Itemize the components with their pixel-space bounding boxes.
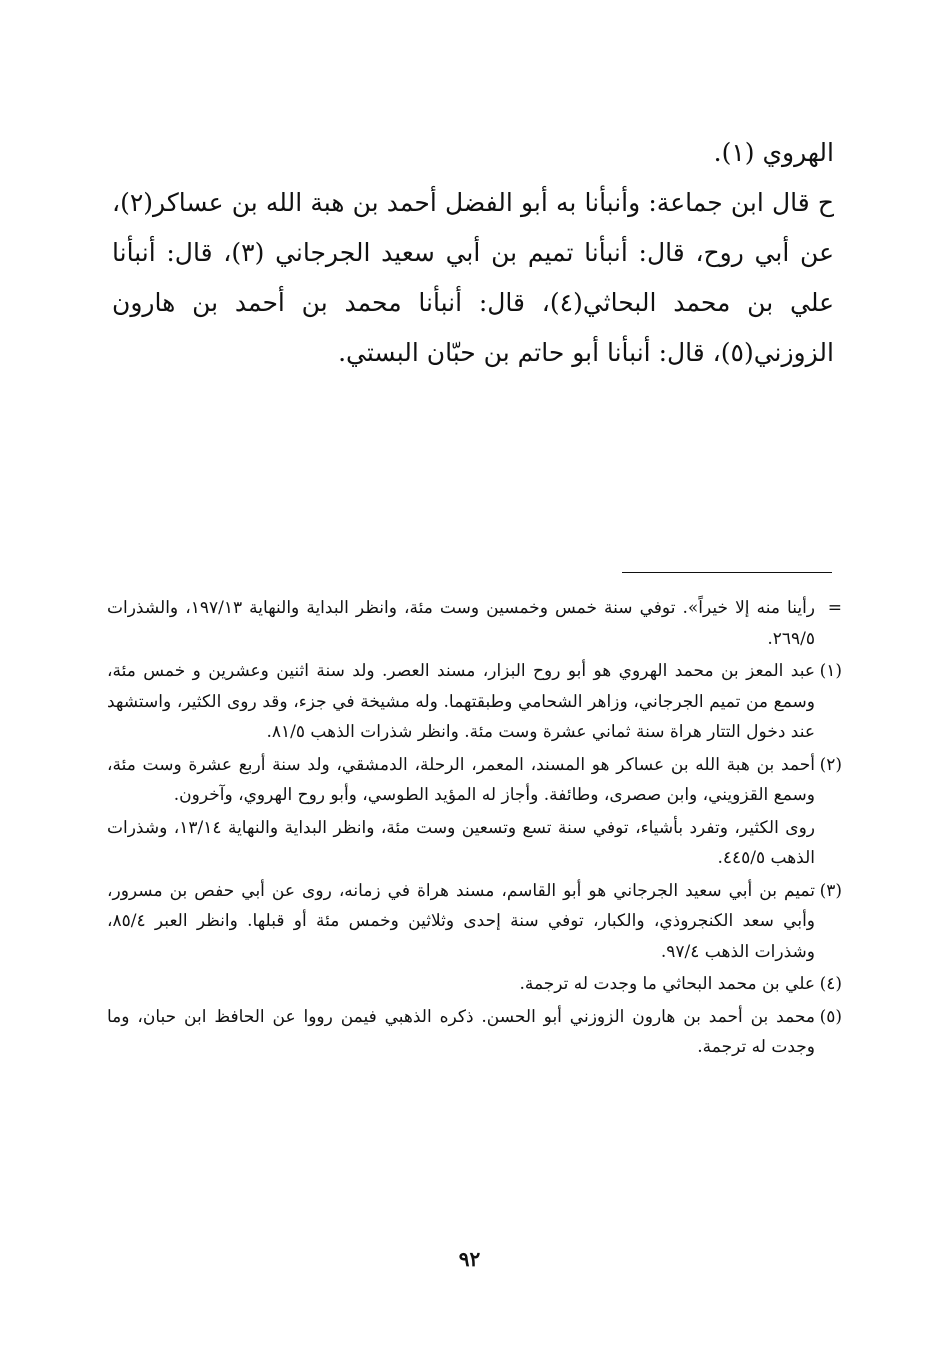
footnote-text: رأينا منه إلا خيراً». توفي سنة خمس وخمسين وست مئة، وانظر البداية والنهاية ١٩٧/١٣، والشذرات ٢٦٩/٥. xyxy=(107,598,816,649)
footnote xyxy=(107,1002,842,1063)
footnote-text: علي بن محمد البحاثي ما وجدت له ترجمة. xyxy=(519,974,815,994)
footnote-text: تميم بن أبي سعيد الجرجاني هو أبو القاسم، مسند هراة في زمانه، روى عن أبي حفص بن مسرور، وأبي سعد الكنجروذي، والكبار، توفي سنة إحدى وثلاثين وخمس مئة أو قبلها. وانظر العبر ٨٥/٤، وشذرات الذهب ٩٧/٤. xyxy=(107,880,815,962)
footnote-number: (٣) xyxy=(819,880,842,901)
footnote-text: روى الكثير، وتفرد بأشياء، توفي سنة تسع وتسعين وست مئة، وانظر البداية والنهاية ١٣/١٤، وشذرات الذهب ٤٤٥/٥. xyxy=(107,817,815,868)
footnote-number: (١) xyxy=(819,661,842,681)
footnote xyxy=(107,876,842,968)
footnote-text: محمد بن أحمد بن هارون الزوزني أبو الحسن. ذكره الذهبي فيمن رووا عن الحافظ ابن حبان، وما وجدت له ترجمة. xyxy=(107,1006,815,1057)
footnote-number: (٢) xyxy=(819,754,842,775)
footnote xyxy=(107,656,842,748)
main-paragraph: ح قال ابن جماعة: وأنبأنا به أبو الفضل أحمد بن هبة الله بن عساكر(٢)، عن أبي روح، قال: أنبأنا تميم بن أبي سعيد الجرجاني (٣)، قال: أنبأنا علي بن محمد البحاثي(٤)، قال: أنبأنا محمد بن أحمد بن هارون الزوزني(٥)، قال: أنبأنا أبو حاتم بن حبّان البستي. xyxy=(112,188,835,367)
footnote-continuation xyxy=(107,813,842,874)
footnote xyxy=(107,969,842,1000)
footnote-number: = xyxy=(827,598,842,618)
main-paragraph: الهروي (١). xyxy=(713,138,834,167)
footnote-number: (٤) xyxy=(819,974,842,994)
page-number: ٩٢ xyxy=(458,1247,481,1271)
footnote xyxy=(107,750,842,811)
footnotes xyxy=(107,593,842,1063)
footnote-number: (٥) xyxy=(819,1006,842,1027)
footnote-text: عبد المعز بن محمد الهروي هو أبو روح البزار، مسند العصر. ولد سنة اثنين وعشرين و خمس مئة، وسمع من تميم الجرجاني، وزاهر الشحامي وطبقتهما. وله مشيخة في جزء، وقد روى الكثير، واستشهد عند دخول التتار هراة سنة ثماني عشرة وست مئة. وانظر شذرات الذهب ٨١/٥. xyxy=(107,661,815,742)
footnote-text: أحمد بن هبة الله بن عساكر هو المسند، المعمر، الرحلة، الدمشقي، ولد سنة أربع عشرة وست مئة، وسمع القزويني، وابن صصرى، وطائفة. وأجاز له المؤيد الطوسي، وأبو روح الهروي، وآخرون. xyxy=(107,754,815,805)
footnote-divider xyxy=(622,572,832,573)
footnote xyxy=(107,593,842,654)
main-text xyxy=(112,128,834,378)
